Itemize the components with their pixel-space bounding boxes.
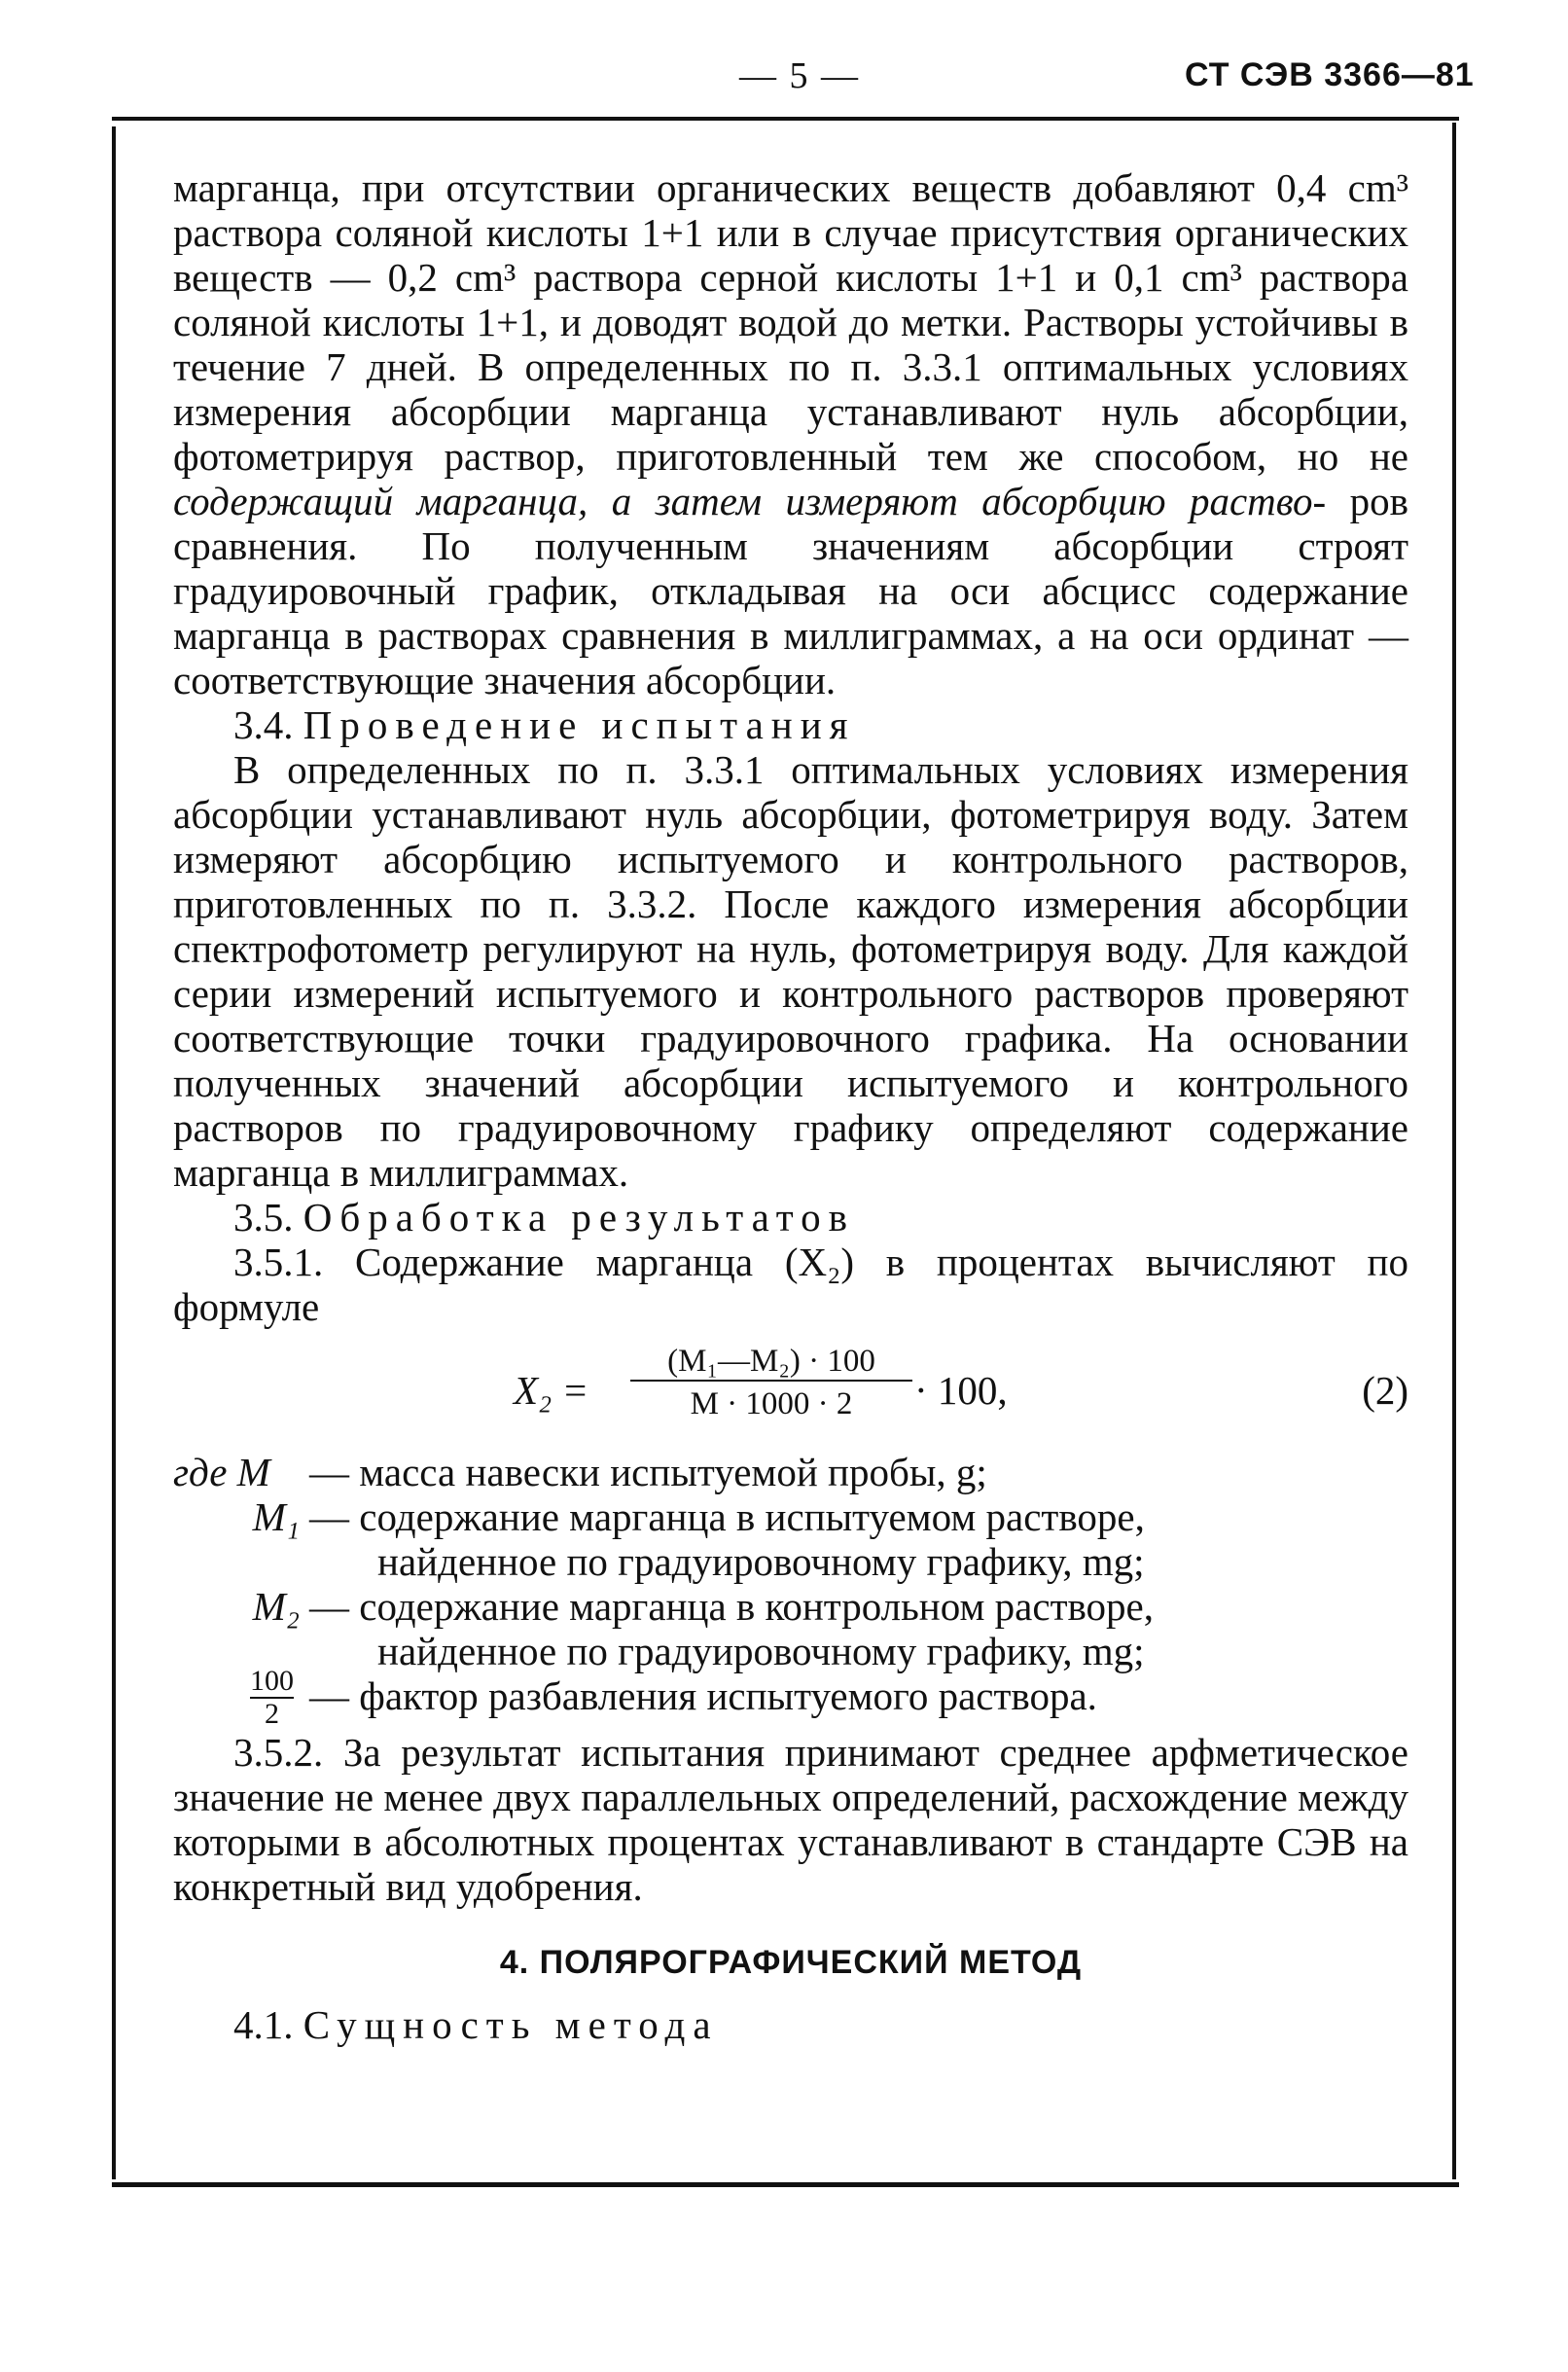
paragraph-3-5-1: 3.5.1. Содержание марганца (X₂) в процентах вычисляют по формуле [173,1240,1408,1329]
formula-denominator: M · 1000 · 2 [690,1386,853,1421]
footer-rule [112,2182,1459,2187]
definition-m2: M₂ — содержание марганца в контрольном растворе, [252,1584,1155,1629]
frame-left-border [112,126,116,2179]
formula-fraction [630,1343,912,1422]
paragraph-continuation: марганца, при отсутствии органических веществ добавляют 0,4 cm³ раствора соляной кислоты 1+1 или в случае присутствия органических веществ — 0,2 cm³ раствора серной кислоты 1+1 и 0,1 cm³ раствора соляной кислоты 1+1, и доводят водой до метки. Растворы устойчивы в течение 7 дней. В определенных по п. 3.3.1 оптимальных условиях измерения абсорбции марганца устанавливают нуль абсорбции, фотометрируя раствор, приготовленный тем же способом, но не содержащий марганца, а затем измеряют абсорбцию раство- ров сравнения. По полученным значениям абсорбции строят градуировочный график, откладывая на оси абсцисс содержание марганца в растворах сравнения в миллиграммах, а на оси ординат — соответствующие значения абсорбции. [173,165,1408,702]
page-header [0,54,1568,113]
formula-tail: · 100, [914,1368,1008,1413]
fraction-bar [630,1380,912,1382]
definition-m1: M₁ — содержание марганца в испытуемом растворе, [252,1494,1145,1539]
document-code: СТ СЭВ 3366—81 [1185,56,1475,93]
formula-number: (2) [1362,1368,1408,1413]
definition-m: где M — масса навески испытуемой пробы, g; [173,1450,987,1494]
formula-numerator: (M₁—M₂) · 100 [667,1344,875,1379]
header-rule [112,117,1459,121]
definition-dilution-factor: $\frac{100}{2}$ — фактор разбавления испытуемого раствора. [250,1665,1097,1730]
paragraph-3-5-2: 3.5.2. За результат испытания принимают среднее арфметическое значение не менее двух параллельных определений, расхождение между которыми в абсолютных процентах устанавливают в стандарте СЭВ на конкретный вид удобрения. [173,1730,1408,1909]
frame-right-border [1452,123,1456,2179]
page-number: — 5 — [739,55,860,96]
section-3-4-heading: 3.4. Проведение испытания [233,702,856,747]
section-3-5-heading: 3.5. Обработка результатов [233,1195,856,1240]
definition-m2-continuation: найденное по градуировочному графику, mg; [377,1629,1145,1673]
paragraph-3-4: В определенных по п. 3.3.1 оптимальных условиях измерения абсорбции устанавливают нуль абсорбции, фотометрируя воду. Затем измеряют абсорбцию испытуемого и контрольного растворов, приготовленных по п. 3.3.2. После каждого измерения абсорбции спектрофотометр регулируют на нуль, фотометрируя воду. Для каждой серии измерений испытуемого и контрольного растворов проверяют соответствующие точки градуировочного графика. На основании полученных значений абсорбции испытуемого и контрольного растворов по градуировочному графику определяют содержание марганца в миллиграммах. [173,747,1408,1195]
variable-definitions [173,1450,1408,1730]
document-body [173,165,1408,2047]
section-4-1-heading: 4.1. Сущность метода [233,2002,719,2047]
definition-m1-continuation: найденное по градуировочному графику, mg; [377,1539,1145,1584]
section-4-heading: 4. ПОЛЯРОГРАФИЧЕСКИЙ МЕТОД [499,1944,1083,1981]
dilution-fraction: $\frac{100}{2}$ [250,1665,294,1730]
italic-fragment: содержащий марганца, а затем измеряют абсорбцию раство- [173,479,1327,523]
formula-2 [173,1337,1408,1446]
formula-lhs: X₂ = [514,1368,589,1413]
